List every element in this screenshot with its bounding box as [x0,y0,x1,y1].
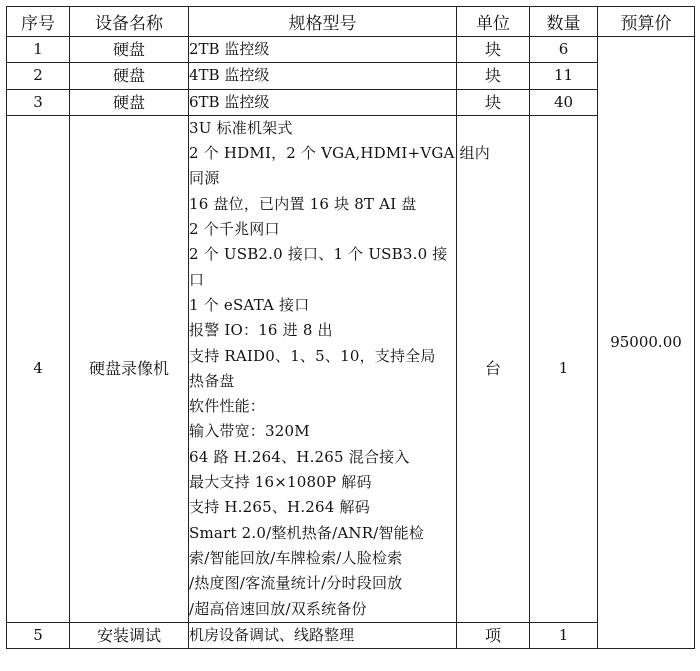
row-seq: 5 [7,622,70,648]
spec-line: 索/智能回放/车牌检索/人脸检索 [189,548,403,567]
row-unit: 项 [457,622,530,648]
row-seq: 4 [7,115,70,622]
spec-line: /超高倍速回放/双系统备份 [189,599,367,618]
row-name: 硬盘 [70,63,189,89]
spec-line: 支持 RAID0、1、5、10，支持全局 [189,346,436,365]
spec-line: 1 个 eSATA 接口 [189,295,310,314]
row-seq: 2 [7,63,70,89]
table-row [7,89,695,115]
row-qty: 6 [530,37,598,63]
row-qty: 1 [530,622,598,648]
row-unit: 块 [457,37,530,63]
spec-line: 口 [189,270,205,289]
row-seq: 3 [7,89,70,115]
row-spec-multiline [189,115,490,622]
row-unit: 块 [457,89,530,115]
spec-line: 软件性能： [189,397,266,416]
header-row [7,7,695,37]
spec-line: 报警 IO：16 进 8 出 [189,321,333,340]
header-unit: 单位 [457,7,530,37]
table-row [7,37,695,63]
spec-line: 支持 H.265、H.264 解码 [189,498,370,517]
row-name: 安装调试 [70,622,189,648]
table-row [7,115,695,622]
spec-line: 64 路 H.264、H.265 混合接入 [189,447,410,466]
row-name: 硬盘 [70,89,189,115]
header-spec: 规格型号 [189,7,457,37]
row-qty: 11 [530,63,598,89]
row-name: 硬盘录像机 [70,115,189,622]
header-seq: 序号 [7,7,70,37]
spec-line: 16 盘位，已内置 16 块 8T AI 盘 [189,194,417,213]
row-spec: 机房设备调试、线路整理 [189,622,457,648]
header-name: 设备名称 [70,7,189,37]
spec-line: 3U 标准机架式 [189,118,293,137]
row-unit: 块 [457,63,530,89]
row-unit: 台 [457,115,530,622]
spec-line: 输入带宽：320M [189,422,310,441]
header-qty: 数量 [530,7,598,37]
header-budget: 预算价 [598,7,695,37]
row-spec: 6TB 监控级 [189,89,457,115]
spec-line: /热度图/客流量统计/分时段回放 [189,574,403,593]
table-row [7,622,695,648]
spec-line: 2 个 HDMI，2 个 VGA,HDMI+VGA 组内 [189,144,490,163]
row-seq: 1 [7,37,70,63]
spec-line: Smart 2.0/整机热备/ANR/智能检 [189,523,425,542]
spec-line: 热备盘 [189,371,235,390]
table-row [7,63,695,89]
spec-line: 2 个 USB2.0 接口、1 个 USB3.0 接 [189,245,448,264]
spec-line: 最大支持 16×1080P 解码 [189,473,372,492]
row-spec: 4TB 监控级 [189,63,457,89]
equipment-budget-table [6,6,695,649]
row-name: 硬盘 [70,37,189,63]
row-qty: 40 [530,89,598,115]
row-qty: 1 [530,115,598,622]
budget-total: 95000.00 [598,37,695,649]
spec-line: 2 个千兆网口 [189,220,280,239]
spec-line: 同源 [189,169,220,188]
row-spec: 2TB 监控级 [189,37,457,63]
